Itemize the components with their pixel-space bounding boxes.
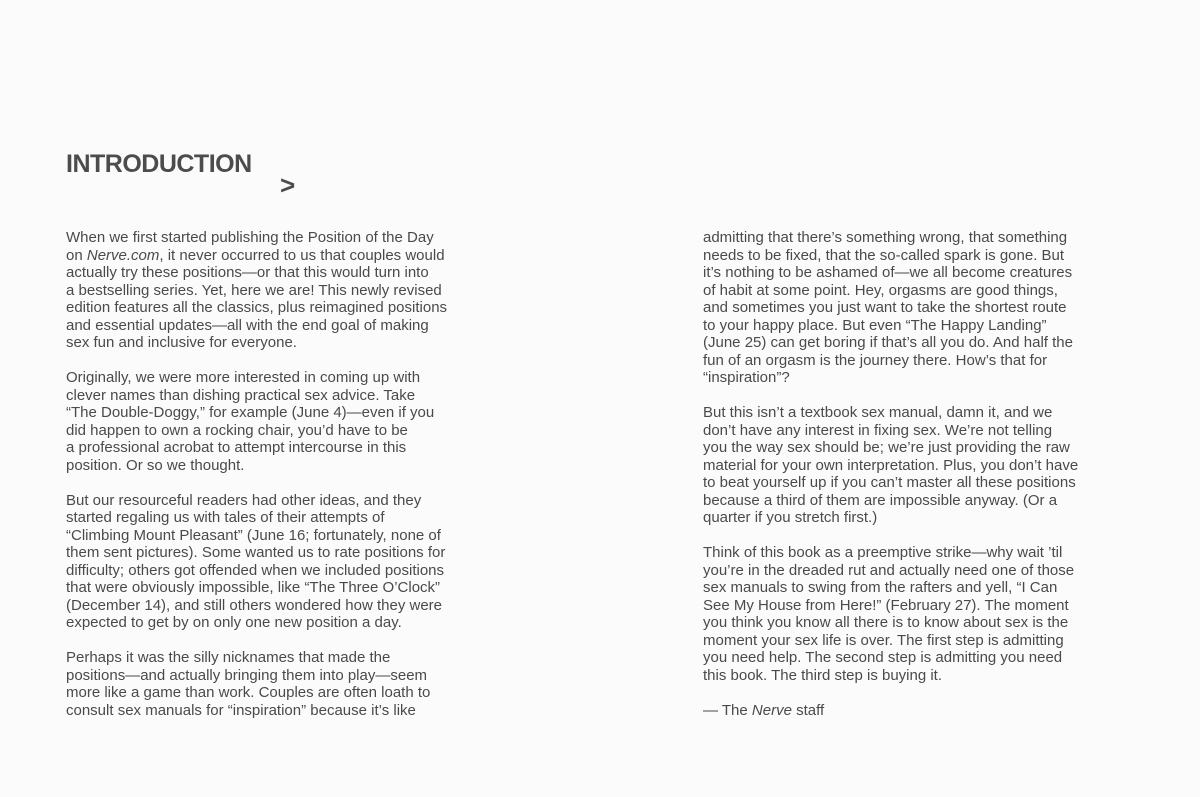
text-line: needs to be fixed, that the so-called spark is gone. But <box>703 246 1065 264</box>
text-line: you’re in the dreaded rut and actually need one of those <box>703 561 1075 579</box>
text-line: clever names than dishing practical sex advice. Take <box>66 386 416 404</box>
text-line: more like a game than work. Couples are often loath to <box>66 684 431 701</box>
text-line: difficulty; others got offended when we included positions <box>66 561 445 579</box>
text-line: it’s nothing to be ashamed of—we all become creatures <box>703 264 1073 281</box>
text-line: that were obviously impossible, like “The Three O’Clock” <box>66 579 441 596</box>
text-line: See My House from Here!” (February 27). The moment <box>703 596 1069 614</box>
text-fragment: staff <box>791 701 825 719</box>
signature-line <box>703 702 1143 720</box>
text-line: quarter if you stretch first.) <box>703 509 878 526</box>
paragraph-7 <box>703 544 1143 684</box>
text-line: sex manuals to swing from the rafters and yell, “I Can <box>703 579 1058 596</box>
chevron-right-icon: > <box>280 170 296 200</box>
text-line: and sometimes you just want to take the shortest route <box>703 299 1067 316</box>
text-line <box>66 247 506 265</box>
text-line: you think you know all there is to know about sex is the <box>703 614 1069 631</box>
text-line: sex fun and inclusive for everyone. <box>66 334 297 351</box>
text-line: started regaling us with tales of their attempts of <box>66 509 385 526</box>
right-column <box>703 229 1143 737</box>
text-line: of habit at some point. Hey, orgasms are good things, <box>703 281 1058 299</box>
text-line: to beat yourself up if you can’t master all these positions <box>703 474 1076 491</box>
text-line: “The Double-Doggy,” for example (June 4)—even if you <box>66 404 435 421</box>
text-line: you the way sex should be; we’re just providing the raw <box>703 439 1070 456</box>
paragraph-4 <box>66 649 506 719</box>
text-line: (December 14), and still others wondered how they were <box>66 596 443 614</box>
page-title: INTRODUCTION <box>66 150 252 178</box>
text-line: (June 25) can get boring if that’s all you do. And half the <box>703 334 1073 351</box>
text-line: Think of this book as a preemptive strike—why wait ’til <box>703 544 1063 561</box>
text-line: you need help. The second step is admitting you need <box>703 649 1063 666</box>
paragraph-3 <box>66 492 506 632</box>
text-line: a bestselling series. Yet, here we are! This newly revised <box>66 281 442 299</box>
text-fragment: on <box>66 246 87 264</box>
text-line: admitting that there’s something wrong, that something <box>703 229 1068 246</box>
paragraph-5 <box>703 229 1143 387</box>
text-line: did happen to own a rocking chair, you’d have to be <box>66 421 408 439</box>
text-line: them sent pictures). Some wanted us to rate positions for <box>66 544 446 561</box>
text-line: to your happy place. But even “The Happy Landing” <box>703 316 1047 334</box>
italic-site-name: Nerve.com <box>86 246 160 264</box>
paragraph-2 <box>66 369 506 474</box>
text-line: “Climbing Mount Pleasant” (June 16; fortunately, none of <box>66 526 441 544</box>
text-line: But our resourceful readers had other ideas, and they <box>66 491 422 509</box>
text-line: this book. The third step is buying it. <box>703 666 943 684</box>
text-line: because a third of them are impossible anyway. (Or a <box>703 491 1058 509</box>
left-column <box>66 229 506 737</box>
text-line: actually try these positions—or that this would turn into <box>66 264 429 281</box>
text-line: position. Or so we thought. <box>66 456 245 474</box>
text-line: But this isn’t a textbook sex manual, damn it, and we <box>703 404 1053 421</box>
text-line: don’t have any interest in fixing sex. We’re not telling <box>703 421 1053 439</box>
text-line: consult sex manuals for “inspiration” because it’s like <box>66 701 416 719</box>
text-line: edition features all the classics, plus reimagined positions <box>66 299 448 316</box>
text-line: expected to get by on only one new position a day. <box>66 614 402 631</box>
text-line: a professional acrobat to attempt intercourse in this <box>66 439 407 456</box>
text-line: Perhaps it was the silly nicknames that made the <box>66 649 391 666</box>
text-line: material for your own interpretation. Plus, you don’t have <box>703 456 1079 474</box>
paragraph-6 <box>703 404 1143 527</box>
text-fragment: , it never occurred to us that couples would <box>159 246 445 264</box>
text-line: moment your sex life is over. The first step is admitting <box>703 631 1064 649</box>
text-line: “inspiration”? <box>703 369 790 386</box>
text-line: positions—and actually bringing them into play—seem <box>66 666 428 684</box>
text-line: Originally, we were more interested in coming up with <box>66 369 421 386</box>
text-line: When we first started publishing the Position of the Day <box>66 229 434 246</box>
paragraph-1 <box>66 229 506 352</box>
signature <box>703 702 1143 720</box>
text-line: and essential updates—all with the end goal of making <box>66 316 429 334</box>
text-fragment: — The <box>703 701 752 719</box>
text-line: fun of an orgasm is the journey there. How’s that for <box>703 351 1048 369</box>
italic-brand-name: Nerve <box>751 701 792 719</box>
